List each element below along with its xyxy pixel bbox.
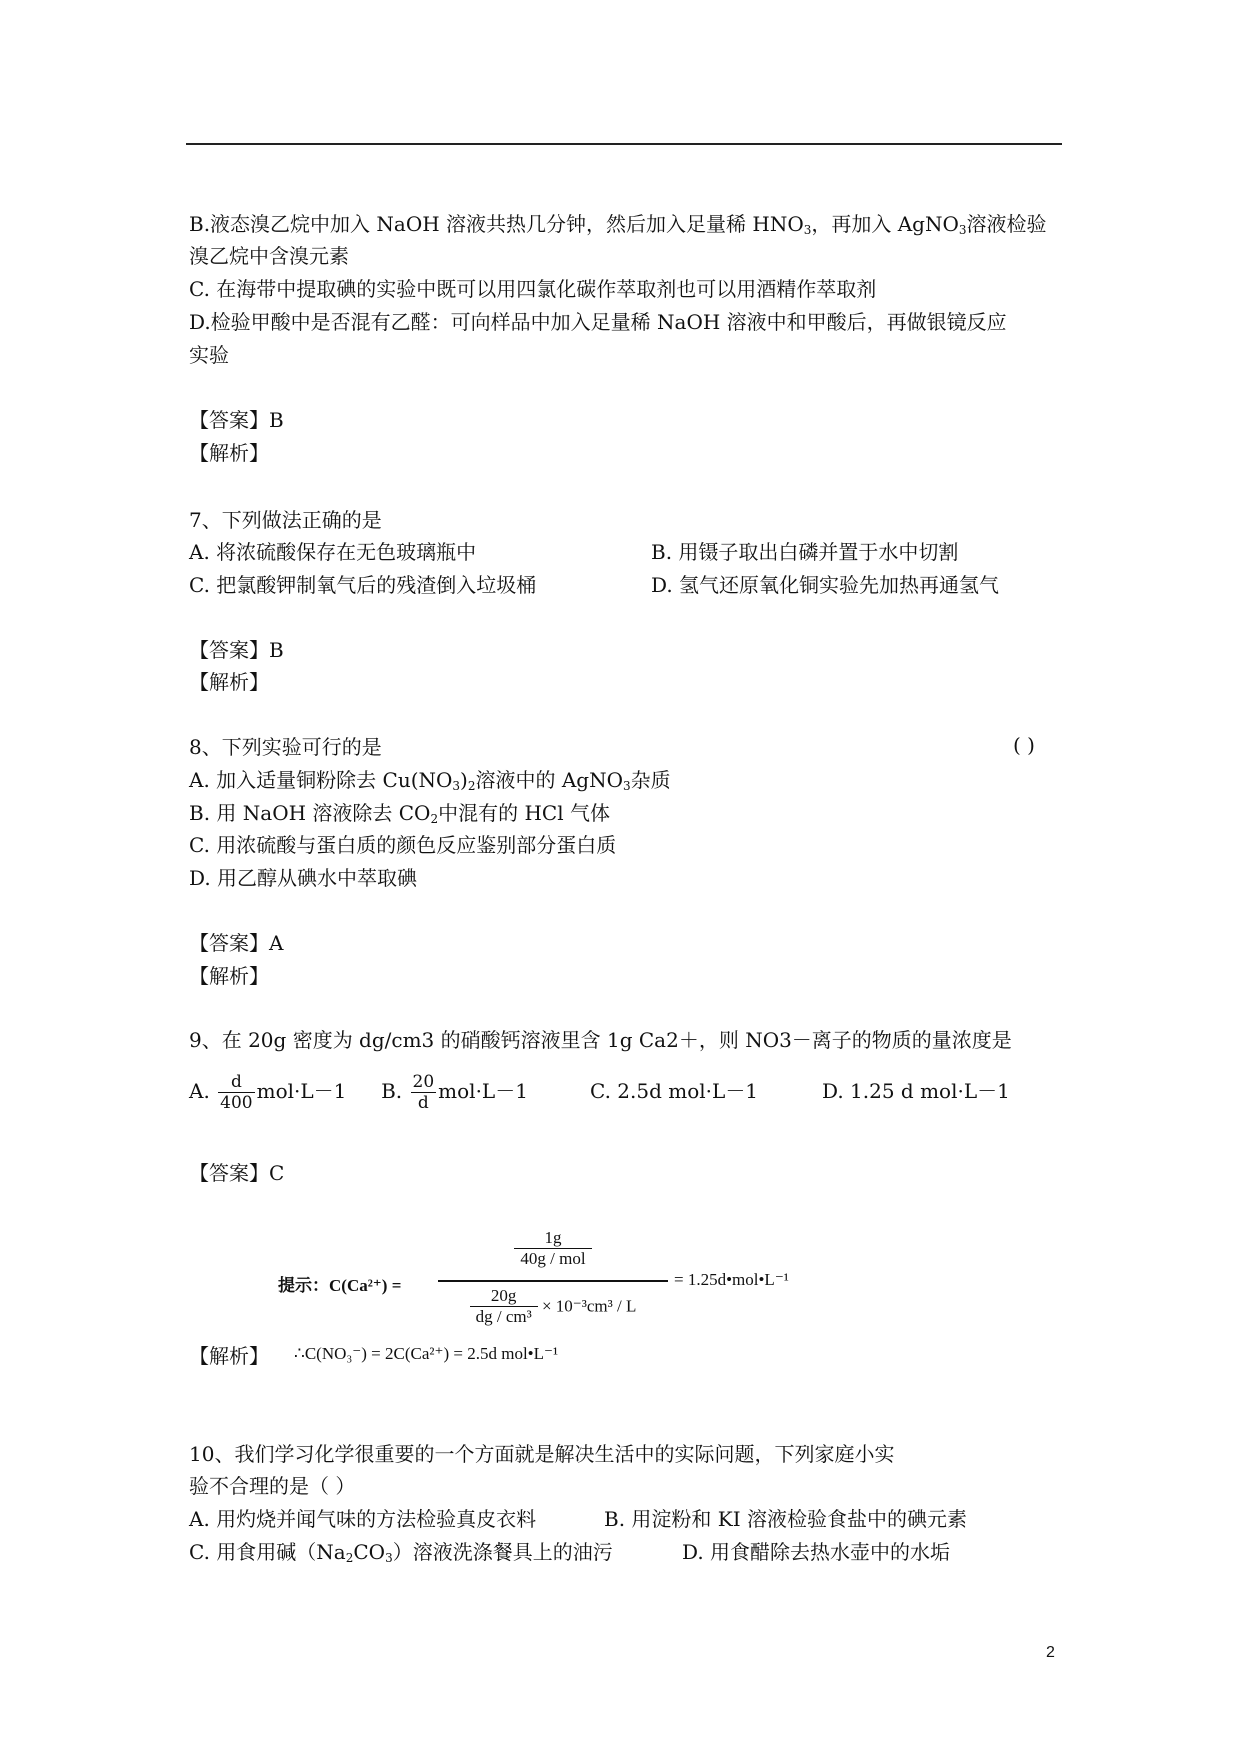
q6-answer: 【答案】B (189, 408, 284, 432)
q10-option-b: B. 用淀粉和 KI 溶液检验食盐中的碘元素 (604, 1507, 967, 1531)
q7-option-a: A. 将浓硫酸保存在无色玻璃瓶中 (189, 540, 477, 564)
q9-analysis: 【解析】 (189, 1344, 269, 1368)
q7-answer: 【答案】B (189, 638, 284, 662)
hint-label: 提示：C(Ca²⁺) = (278, 1276, 402, 1295)
q10-stem-line2: 验不合理的是（ ） (189, 1474, 356, 1498)
header-rule (186, 143, 1062, 145)
q8-analysis: 【解析】 (189, 964, 269, 988)
q8-answer: 【答案】A (189, 931, 284, 955)
hint-line-2: ∴C(NO₃⁻) = 2C(Ca²⁺) = 2.5d mol•L⁻¹ (294, 1344, 559, 1363)
q9-option-d: D. 1.25 d mol·L－1 (822, 1079, 1010, 1103)
q6-option-c: C. 在海带中提取碘的实验中既可以用四氯化碳作萃取剂也可以用酒精作萃取剂 (189, 277, 877, 301)
q6-analysis: 【解析】 (189, 441, 269, 465)
q10-option-c: C. 用食用碱$(Na_2CO_3)$溶液洗涤餐具上的油污 (189, 1540, 613, 1565)
q7-stem: 7、下列做法正确的是 (189, 508, 382, 532)
hint-denominator: $\frac{20g}{\text{dg / cm³}}$ × 10⁻³cm³ / L (438, 1286, 668, 1327)
q9-option-b-fraction: $\frac{20}{d}$ (412, 1072, 435, 1113)
q9-option-c: C. 2.5d mol·L－1 (590, 1079, 759, 1103)
q8-stem: 8、下列实验可行的是 (189, 735, 382, 759)
q6-option-b-line2: 溴乙烷中含溴元素 (189, 244, 349, 268)
hint-main-fraction-bar (438, 1280, 668, 1282)
q9-options-row-1 (189, 1066, 528, 1116)
q7-option-d: D. 氢气还原氧化铜实验先加热再通氢气 (651, 573, 1000, 597)
q8-option-c: C. 用浓硫酸与蛋白质的颜色反应鉴别部分蛋白质 (189, 833, 617, 857)
q6-option-d-line1: D.检验甲酸中是否混有乙醛：可向样品中加入足量稀 NaOH 溶液中和甲酸后，再做银镜反应 (189, 310, 1007, 334)
page-number: 2 (1046, 1644, 1055, 1661)
q9-stem: 9、在 20g 密度为 dg/cm3 的硝酸钙溶液里含 1g Ca2＋，则 NO3－离子的物质的量浓度是 (189, 1028, 1012, 1052)
q9-option-a-fraction: $\frac{d}{400}$ (220, 1072, 253, 1113)
q9-hint-formula (278, 1228, 789, 1378)
q10-option-a: A. 用灼烧并闻气味的方法检验真皮衣料 (189, 1507, 537, 1531)
q8-answer-blank: ( ) (1013, 733, 1035, 757)
q7-option-b: B. 用镊子取出白磷并置于水中切割 (651, 540, 959, 564)
hint-result: = 1.25d•mol•L⁻¹ (674, 1270, 789, 1289)
q6-option-d-line2: 实验 (189, 343, 229, 367)
q10-option-d: D. 用食醋除去热水壶中的水垢 (682, 1540, 951, 1564)
q9-option-b: B. $\frac{20}{d}$ mol·L－1 (381, 1072, 528, 1113)
q9-answer: 【答案】C (189, 1161, 285, 1185)
q7-option-c: C. 把氯酸钾制氧气后的残渣倒入垃圾桶 (189, 573, 537, 597)
q7-analysis: 【解析】 (189, 670, 269, 694)
hint-numerator: 1g 40g / mol (438, 1228, 668, 1269)
q8-option-d: D. 用乙醇从碘水中萃取碘 (189, 866, 418, 890)
q10-stem-line1: 10、我们学习化学很重要的一个方面就是解决生活中的实际问题，下列家庭小实 (189, 1442, 895, 1466)
q6-option-b-line1: B.液态溴乙烷中加入 NaOH 溶液共热几分钟，然后加入足量稀 $HNO_3$，再加入 AgNO$_3$溶液检验 (189, 212, 1047, 237)
q9-option-a: A. $\frac{d}{400}$ mol·L－1 (189, 1072, 347, 1113)
q8-option-a: A. 加入适量铜粉除去 $Cu(NO_3)_2$溶液中的 AgNO$_3$杂质 (189, 768, 671, 793)
q8-option-b: B. 用 NaOH 溶液除去 $CO_2$中混有的 HCl 气体 (189, 801, 610, 826)
